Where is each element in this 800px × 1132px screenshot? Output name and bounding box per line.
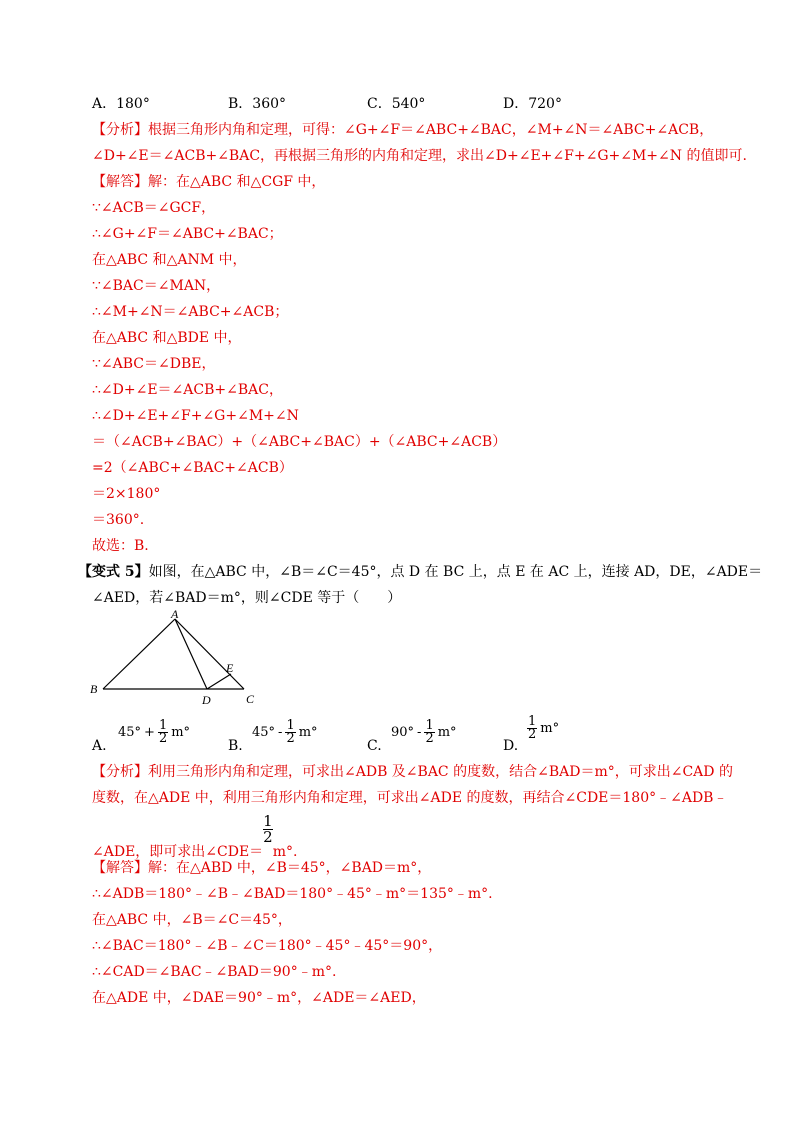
solution2-line: ∴∠CAD＝∠BAC﹣∠BAD＝90°﹣m°. [92, 964, 337, 980]
analysis2-line3-post: m°. [272, 843, 298, 860]
variant5-line1 [78, 562, 762, 582]
solution2-line: ∴∠ADB＝180°﹣∠B﹣∠BAD＝180°﹣45°﹣m°＝135°﹣m°. [92, 886, 493, 902]
choice-d-label: D. [503, 738, 519, 754]
solution1-line: ∵∠ABC＝∠DBE， [92, 356, 216, 372]
choice-c-op: - [417, 724, 422, 740]
solution1-line: ∴∠D+∠E+∠F+∠G+∠M+∠N [92, 408, 299, 424]
analysis2-line2: 度数，在△ADE 中，利用三角形内角和定理，可求出∠ADE 的度数，再结合∠CDE＝180°﹣∠ADB﹣ [92, 790, 728, 806]
choice-a-fraction [158, 720, 168, 745]
solution1-line: ∵∠BAC＝∠MAN， [92, 278, 221, 294]
analysis1-line2: ∠D+∠E＝∠ACB+∠BAC，再根据三角形的内角和定理，求出∠D+∠E+∠F+∠G+∠M+∠N 的值即可. [92, 148, 747, 164]
choice-a-label: A. [92, 738, 107, 754]
solution1-line: ＝（∠ACB+∠BAC）+（∠ABC+∠BAC）+（∠ABC+∠ACB） [92, 434, 507, 450]
vertex-label-b: B [90, 682, 98, 696]
variant5-text1: 如图，在△ABC 中，∠B＝∠C＝45°，点 D 在 BC 上，点 E 在 AC 上，连接 AD，DE，∠ADE＝ [148, 564, 763, 580]
solution2-line: ∴∠BAC＝180°﹣∠B﹣∠C＝180°﹣45°﹣45°＝90°， [92, 938, 443, 954]
choice-b-label: B. [228, 738, 243, 754]
vertex-label-e: E [226, 661, 234, 675]
solution1-line: 在△ABC 和△ANM 中， [92, 252, 247, 268]
triangle-figure [85, 608, 285, 713]
solution1-line: 在△ABC 和△BDE 中， [92, 330, 242, 346]
segment-ab [103, 619, 175, 689]
analysis2-line3-pre: ∠ADE，即可求出∠CDE＝ [92, 843, 264, 860]
solution1-line: 【解答】解：在△ABC 和△CGF 中， [92, 174, 326, 190]
vertex-label-c: C [246, 692, 255, 706]
choice-b-pre: 45° [252, 724, 276, 740]
fraction-denominator: 2 [263, 828, 273, 846]
analysis2-fraction [263, 814, 273, 845]
analysis1-line1: 【分析】根据三角形内角和定理，可得：∠G+∠F＝∠ABC+∠BAC，∠M+∠N＝∠ABC+∠ACB， [92, 122, 714, 138]
solution1-line: ∵∠ACB＝∠GCF， [92, 200, 216, 216]
solution2-line: 【解答】解：在△ABD 中，∠B＝45°，∠BAD＝m°， [92, 860, 432, 876]
choice-c-post: m° [437, 724, 457, 740]
solution1-line: =2（∠ABC+∠BAC+∠ACB） [92, 460, 293, 476]
option-c: C．540° [367, 96, 426, 112]
solution1-line: ∴∠G+∠F＝∠ABC+∠BAC； [92, 226, 283, 242]
solution1-line: ∴∠M+∠N＝∠ABC+∠ACB； [92, 304, 289, 320]
fraction-numerator: 1 [263, 812, 273, 830]
segment-de [207, 674, 231, 689]
choice-b-fraction [285, 720, 295, 745]
vertex-label-a: A [171, 608, 179, 621]
fraction-numerator: 1 [425, 718, 434, 733]
choice-c-label: C. [367, 738, 382, 754]
fraction-numerator: 1 [158, 718, 168, 733]
option-d: D．720° [503, 96, 562, 112]
solution1-line: ＝2×180° [92, 486, 161, 502]
choice-c-pre: 90° [391, 724, 415, 740]
solution1-line: ＝360°. [92, 512, 145, 528]
solution1-line: 故选：B. [92, 538, 149, 554]
variant5-line2: ∠AED，若∠BAD＝m°，则∠CDE 等于（ ） [92, 590, 402, 606]
analysis2-line1: 【分析】利用三角形内角和定理，可求出∠ADB 及∠BAC 的度数，结合∠BAD＝m°，可求出∠CAD 的 [92, 764, 733, 780]
choice-d-fraction [527, 716, 537, 741]
vertex-label-d: D [202, 693, 211, 707]
fraction-denominator: 2 [286, 731, 295, 746]
choice-c-fraction [424, 720, 434, 745]
solution2-line: 在△ABC 中，∠B＝∠C＝45°， [92, 912, 292, 928]
choice-a-pre: 45° [118, 724, 142, 740]
option-b: B．360° [228, 96, 287, 112]
segment-ad [175, 619, 207, 689]
choice-b-op: - [278, 724, 283, 740]
choice-a-post: m° [171, 724, 191, 740]
fraction-denominator: 2 [158, 731, 168, 746]
fraction-numerator: 1 [528, 714, 537, 729]
solution2-line: 在△ADE 中，∠DAE＝90°﹣m°，∠ADE＝∠AED， [92, 990, 426, 1006]
option-a: A．180° [92, 96, 150, 112]
fraction-numerator: 1 [286, 718, 295, 733]
fraction-denominator: 2 [425, 731, 434, 746]
fraction-denominator: 2 [528, 727, 537, 742]
segment-ac [175, 619, 244, 689]
analysis2-line3 [92, 812, 298, 860]
choice-d-post: m° [540, 720, 560, 736]
choice-b-post: m° [298, 724, 318, 740]
variant5-tag: 【变式 5】 [78, 564, 149, 580]
solution1-line: ∴∠D+∠E＝∠ACB+∠BAC， [92, 382, 283, 398]
choice-a-op: + [144, 724, 155, 740]
